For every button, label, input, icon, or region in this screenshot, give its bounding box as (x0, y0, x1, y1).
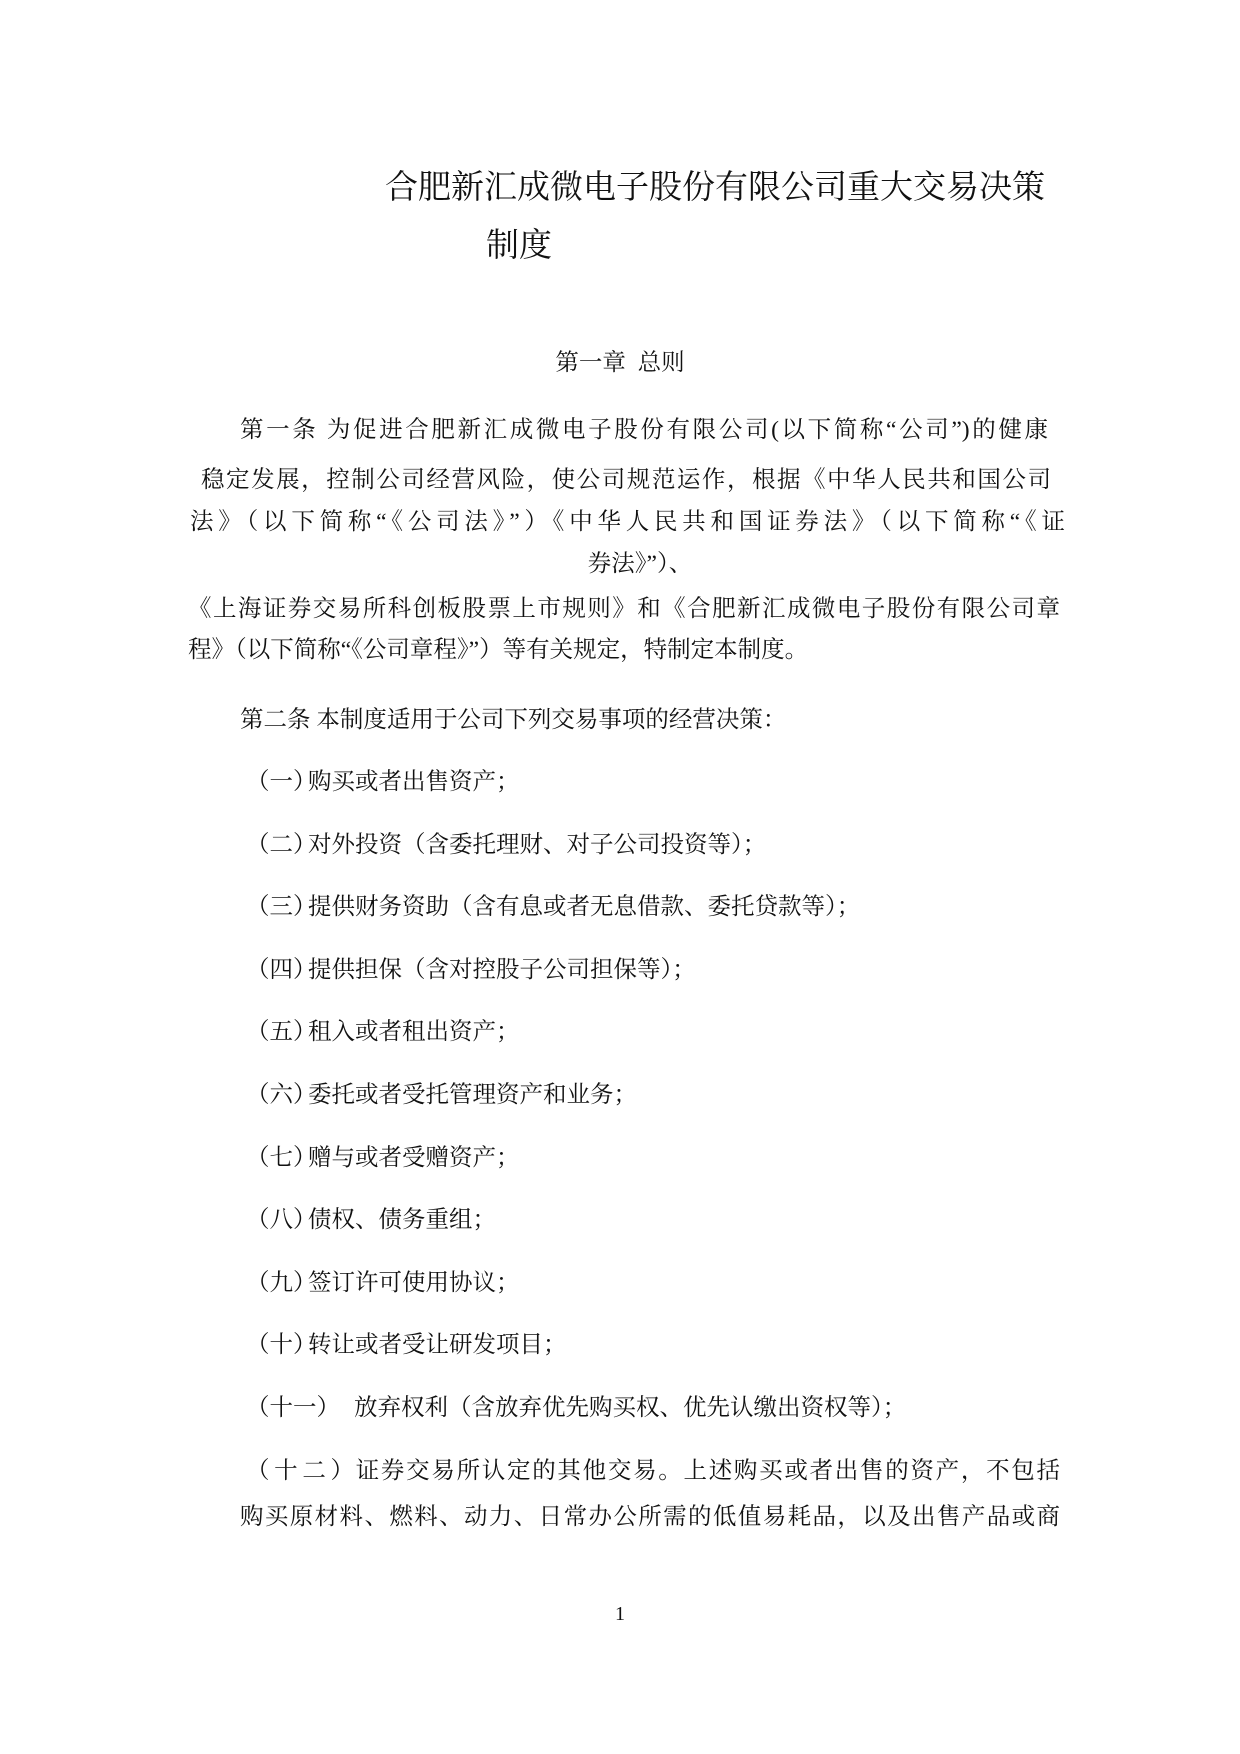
chapter-heading: 第一章 总则 (555, 350, 685, 376)
article2-continuation: 购买原材料、燃料、动力、日常办公所需的低值易耗品，以及出售产品或商 (240, 1504, 1060, 1530)
list-item-text: 证券交易所认定的其他交易。上述购买或者出售的资产，不包括 (354, 1457, 1060, 1484)
list-item (246, 829, 766, 861)
page-number: 1 (615, 1603, 625, 1625)
list-item-number: （二） (246, 831, 317, 858)
list-item-number: （四） (246, 956, 317, 983)
article1-line: 法》（以下简称“《公司法》”）《中华人民共和国证券法》（以下简称“《证 (190, 509, 1065, 535)
list-item-number: （六） (246, 1082, 317, 1108)
list-item-text: 提供担保（含对控股子公司担保等）； (308, 956, 696, 983)
article2-intro: 第二条 本制度适用于公司下列交易事项的经营决策： (240, 707, 787, 733)
article1-line: 稳定发展，控制公司经营风险，使公司规范运作，根据《中华人民共和国公司 (201, 467, 1051, 493)
list-item (246, 766, 520, 798)
article1-line: 第一条 为促进合肥新汇成微电子股份有限公司(以下简称“公司”)的健康 (240, 417, 1048, 443)
list-item-text: 购买或者出售资产； (308, 769, 520, 795)
list-item-number: （五） (246, 1019, 317, 1046)
list-item-text: 赠与或者受赠资产； (308, 1144, 520, 1171)
list-item-number: （十） (246, 1332, 317, 1359)
list-item-text: 转让或者受让研发项目； (308, 1332, 567, 1359)
document-title-line2: 制度 (486, 228, 552, 264)
list-item-number: （七） (246, 1144, 317, 1171)
article1-line: 程》（以下简称“《公司章程》”）等有关规定，特制定本制度。 (188, 637, 809, 663)
list-item-number: （一） (246, 769, 317, 795)
list-item (246, 1142, 520, 1174)
list-item-number: （三） (246, 894, 317, 921)
list-item-number: （十一） (246, 1395, 340, 1421)
list-item-text: 提供财务资助（含有息或者无息借款、委托贷款等）； (308, 894, 861, 921)
list-item-text: 债权、债务重组； (308, 1207, 496, 1234)
list-item-text: 租入或者租出资产； (308, 1019, 520, 1046)
list-item-text: 放弃权利（含放弃优先购买权、优先认缴出资权等）； (354, 1395, 907, 1421)
list-item-number: （八） (246, 1207, 317, 1234)
list-item (246, 1392, 906, 1424)
list-item (246, 1329, 567, 1361)
list-item (246, 1455, 1060, 1487)
article1-line: 《上海证券交易所科创板股票上市规则》和《合肥新汇成微电子股份有限公司章 (188, 596, 1060, 622)
article1-line: 券法》”）、 (587, 551, 693, 577)
list-item (246, 891, 860, 923)
list-item-text: 委托或者受托管理资产和业务； (308, 1082, 637, 1108)
list-item (246, 1267, 520, 1299)
list-item (246, 1079, 637, 1111)
list-item (246, 954, 696, 986)
list-item-number: （九） (246, 1269, 317, 1296)
list-item (246, 1016, 520, 1048)
list-item-text: 签订许可使用协议； (308, 1269, 520, 1296)
list-item-text: 对外投资（含委托理财、对子公司投资等）； (308, 831, 767, 858)
list-item (246, 1204, 496, 1236)
list-item-number: （十二） (246, 1457, 354, 1484)
document-title-line1: 合肥新汇成微电子股份有限公司重大交易决策 (385, 170, 1045, 206)
